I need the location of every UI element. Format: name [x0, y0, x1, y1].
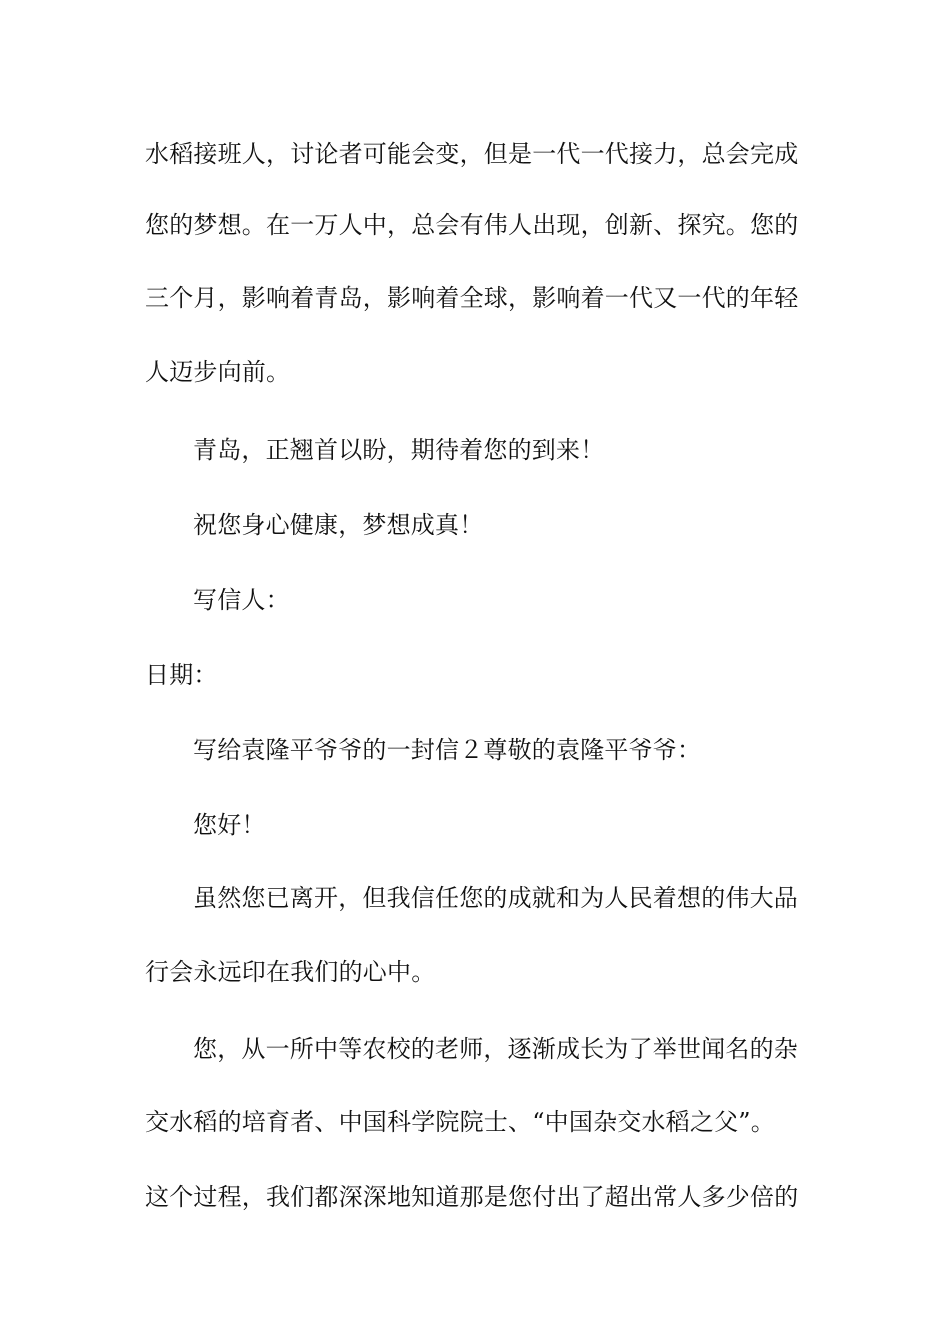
text-line-5: 青岛，正翘首以盼，期待着您的到来！	[193, 436, 605, 464]
text-line-2: 您的梦想。在一万人中，总会有伟人出现，创新、探究。您的	[145, 211, 799, 239]
date-label: 日期：	[145, 661, 218, 689]
text-line-4: 人迈步向前。	[145, 358, 291, 386]
text-line-12: 行会永远印在我们的心中。	[145, 958, 436, 986]
signature-label: 写信人：	[193, 586, 290, 614]
text-line-6: 祝您身心健康，梦想成真！	[193, 511, 484, 539]
text-line-14: 交水稻的培育者、中国科学院院士、“中国杂交水稻之父”。	[145, 1108, 775, 1136]
text-line-11: 虽然您已离开，但我信任您的成就和为人民着想的伟大品	[193, 884, 798, 912]
text-line-15: 这个过程，我们都深深地知道那是您付出了超出常人多少倍的	[145, 1183, 799, 1211]
greeting: 您好！	[193, 811, 266, 839]
text-line-1: 水稻接班人，讨论者可能会变，但是一代一代接力，总会完成	[145, 140, 799, 168]
text-line-3: 三个月，影响着青岛，影响着全球，影响着一代又一代的年轻	[145, 284, 799, 312]
text-line-13: 您，从一所中等农校的老师，逐渐成长为了举世闻名的杂	[193, 1035, 798, 1063]
letter-title: 写给袁隆平爷爷的一封信２尊敬的袁隆平爷爷：	[193, 736, 702, 764]
